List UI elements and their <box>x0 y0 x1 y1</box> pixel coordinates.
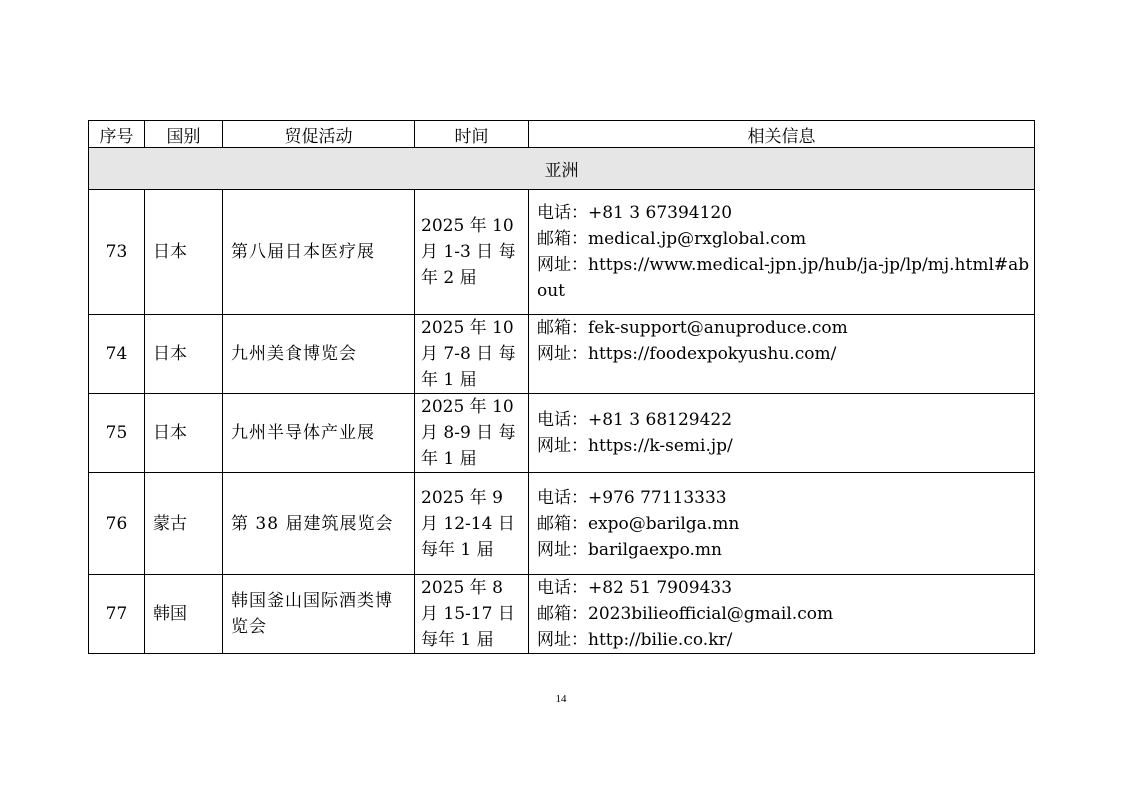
info-email: 邮箱：expo@barilga.mn <box>537 513 740 534</box>
row-country: 日本 <box>145 190 223 315</box>
row-time <box>415 575 529 654</box>
row-event: 第 38 届建筑展览会 <box>223 473 415 575</box>
row-country: 日本 <box>145 315 223 394</box>
time-line: 每年 1 届 <box>421 630 494 650</box>
row-info <box>529 315 1035 394</box>
row-no: 73 <box>89 190 145 315</box>
header-no: 序号 <box>89 121 145 148</box>
time-line: 月 7-8 日 <box>421 344 494 364</box>
time-line: 每年 1 届 <box>421 344 516 390</box>
info-website: 网址：https://k-semi.jp/ <box>537 436 733 456</box>
header-event: 贸促活动 <box>223 121 415 148</box>
time-line: 2025 年 10 <box>421 216 514 236</box>
row-event: 第八届日本医疗展 <box>223 190 415 315</box>
info-phone: 电话：+82 51 7909433 <box>537 578 733 598</box>
table-row <box>89 473 1035 575</box>
row-time <box>415 315 529 394</box>
row-no: 75 <box>89 394 145 473</box>
header-info: 相关信息 <box>529 121 1035 148</box>
header-time: 时间 <box>415 121 529 148</box>
table-row <box>89 575 1035 654</box>
time-line: 2025 年 10 <box>421 318 514 338</box>
row-country: 蒙古 <box>145 473 223 575</box>
info-phone: 电话：+976 77113333 <box>537 487 727 508</box>
row-event: 九州半导体产业展 <box>223 394 415 473</box>
row-no: 77 <box>89 575 145 654</box>
row-no: 74 <box>89 315 145 394</box>
row-country: 日本 <box>145 394 223 473</box>
info-website: 网址：https://foodexpokyushu.com/ <box>537 344 837 364</box>
table-header-row <box>89 121 1035 148</box>
table-row <box>89 394 1035 473</box>
row-event: 九州美食博览会 <box>223 315 415 394</box>
info-phone: 电话：+81 3 68129422 <box>537 410 733 430</box>
header-country: 国别 <box>145 121 223 148</box>
row-info <box>529 575 1035 654</box>
info-phone: 电话：+81 3 67394120 <box>537 203 733 223</box>
time-line: 月 8-9 日 <box>421 423 494 443</box>
time-line: 每年 1 届 <box>421 539 494 560</box>
info-email: 邮箱：fek-support@anuproduce.com <box>537 318 848 338</box>
region-label: 亚洲 <box>89 148 1035 190</box>
region-row <box>89 148 1035 190</box>
page-number: 14 <box>555 693 567 705</box>
time-line: 12-14 日 <box>443 513 515 534</box>
time-line: 每年 1 届 <box>421 423 516 469</box>
row-info <box>529 190 1035 315</box>
row-time <box>415 190 529 315</box>
info-email: 邮箱：medical.jp@rxglobal.com <box>537 229 807 249</box>
row-info <box>529 394 1035 473</box>
row-event: 韩国釜山国际酒类博览会 <box>223 575 415 654</box>
time-line: 2025 年 8 月 <box>421 578 503 624</box>
time-line: 2025 年 9 月 <box>421 487 503 534</box>
row-time <box>415 473 529 575</box>
time-line: 15-17 日 <box>443 604 515 624</box>
info-website: 网址：https://www.medical-jpn.jp/hub/ja-jp/lp/mj.html#about <box>537 255 1030 301</box>
time-line: 2025 年 10 <box>421 397 514 417</box>
time-line: 月 1-3 日 <box>421 242 494 262</box>
time-line: 每年 2 届 <box>421 242 516 288</box>
info-website: 网址：http://bilie.co.kr/ <box>537 630 733 650</box>
info-website: 网址：barilgaexpo.mn <box>537 539 722 560</box>
info-email: 邮箱：2023bilieofficial@gmail.com <box>537 604 834 624</box>
row-no: 76 <box>89 473 145 575</box>
row-time <box>415 394 529 473</box>
table-row <box>89 315 1035 394</box>
row-info <box>529 473 1035 575</box>
row-country: 韩国 <box>145 575 223 654</box>
trade-promotion-table <box>88 120 1035 654</box>
table-row <box>89 190 1035 315</box>
